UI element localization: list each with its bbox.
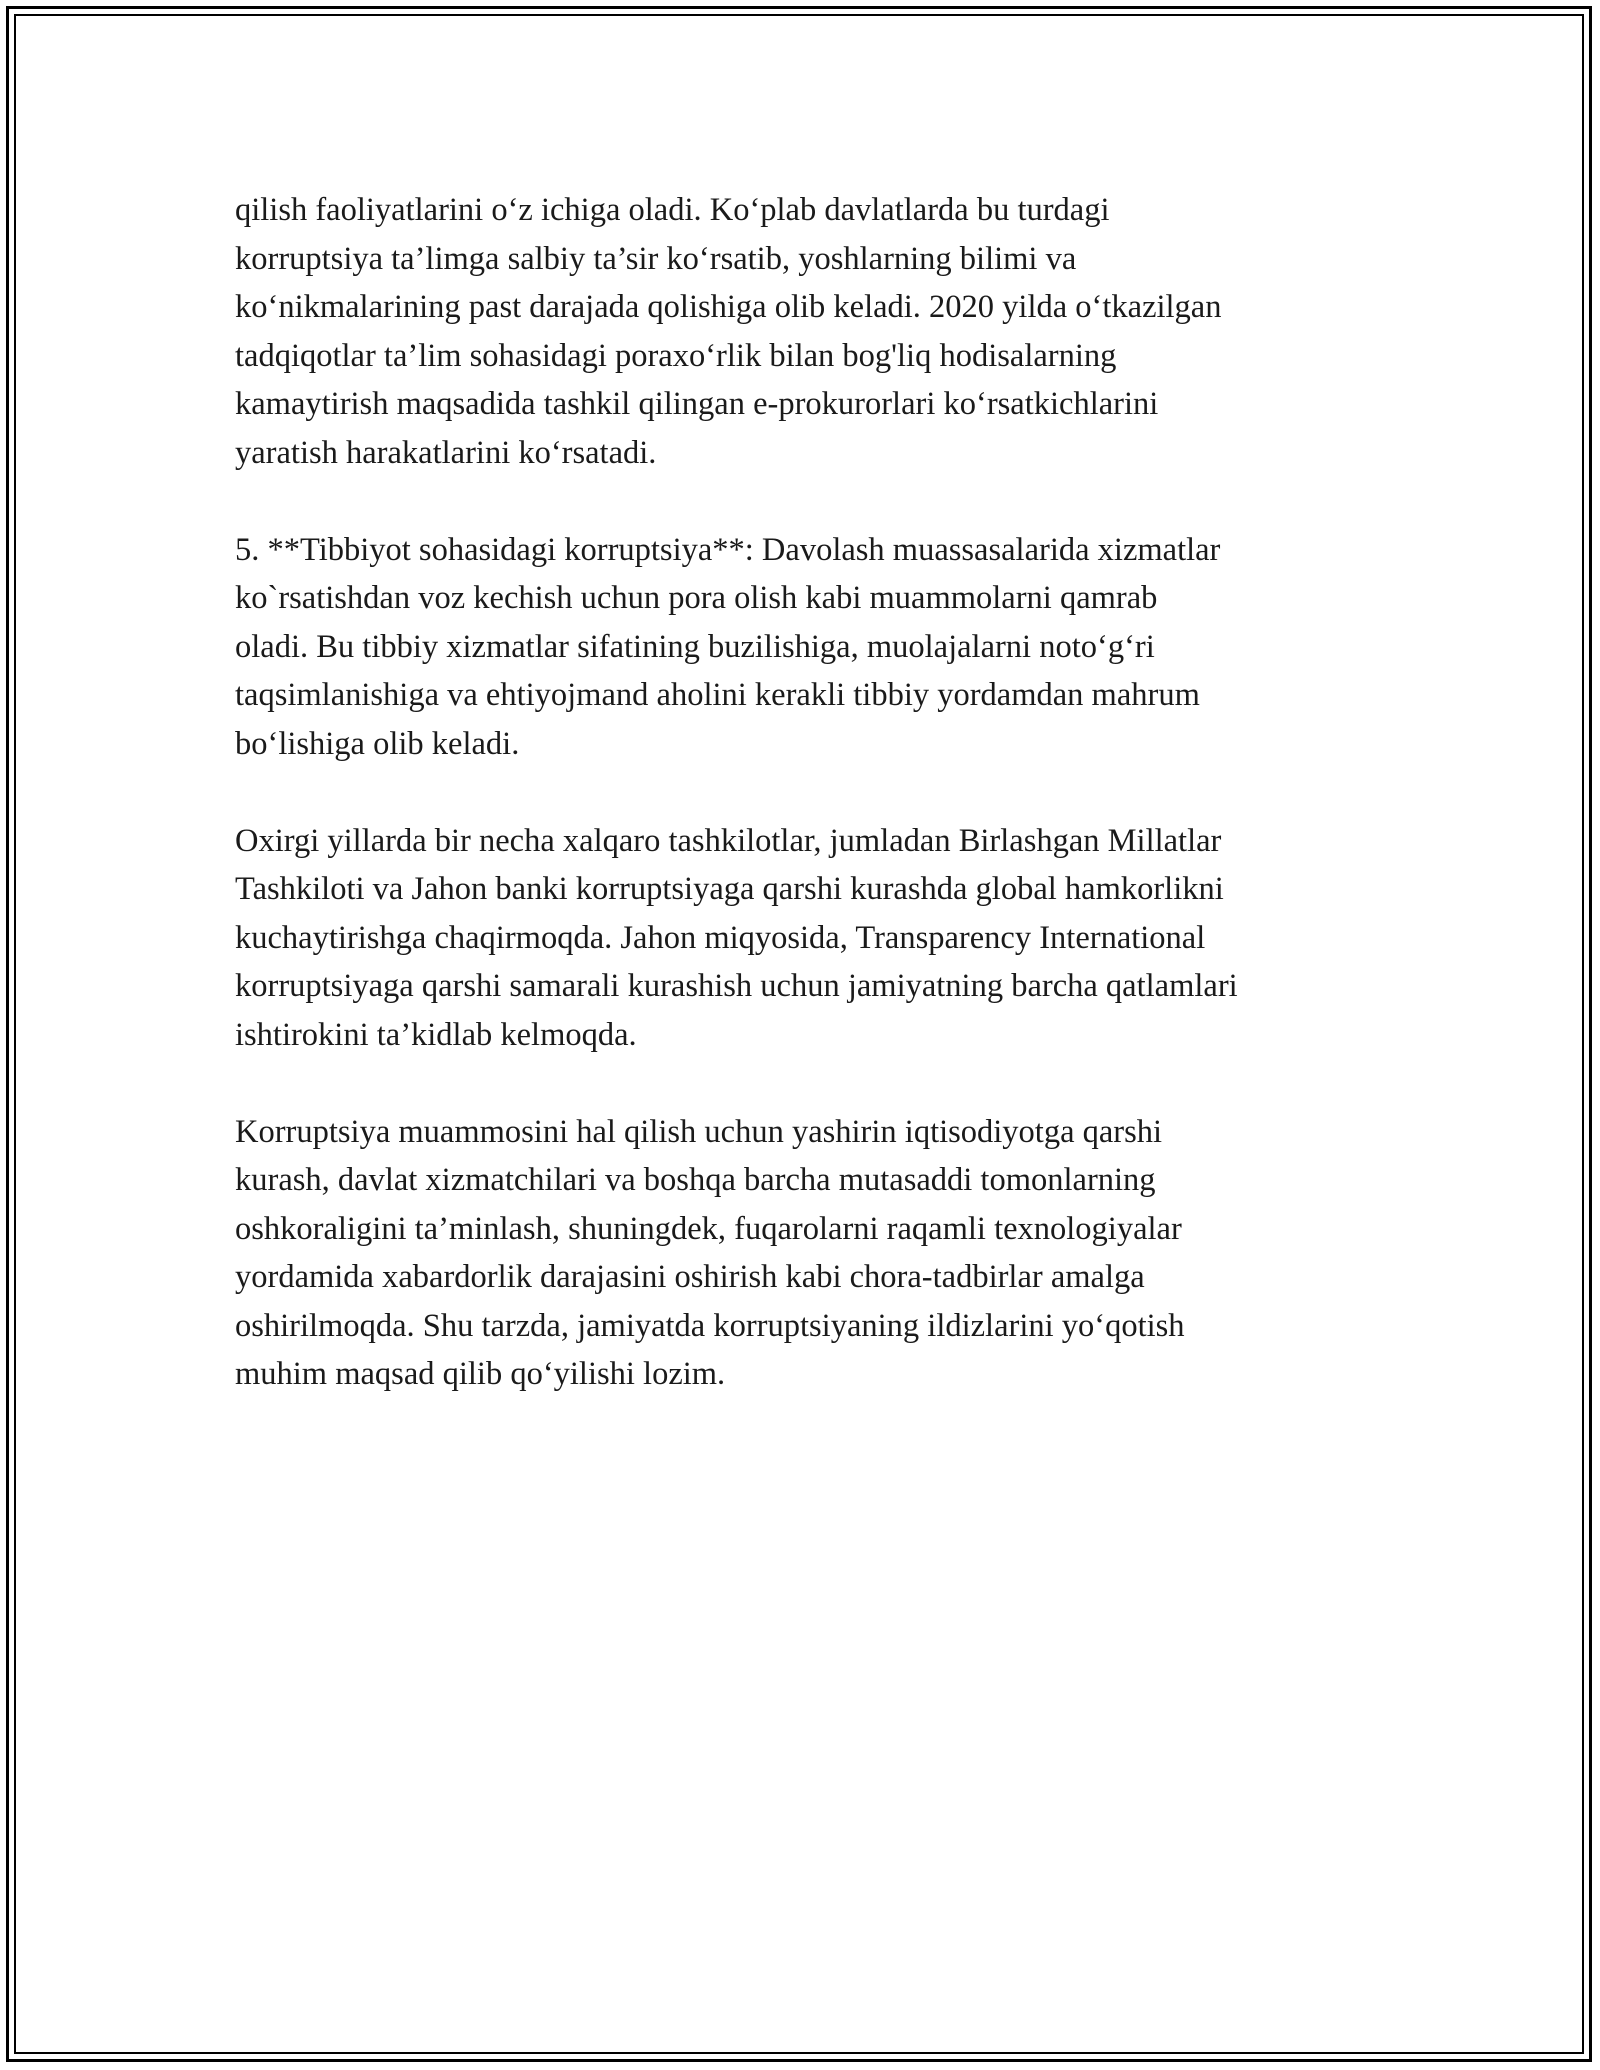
text-line: taqsimlanishiga va ehtiyojmand aholini kerakli tibbiy yordamdan mahrum [235, 677, 1200, 713]
text-line: Tashkiloti va Jahon banki korruptsiyaga qarshi kurashda global hamkorlikni [235, 871, 1224, 907]
text-line: kuchaytirishga chaqirmoqda. Jahon miqyosida, Transparency International [235, 919, 1206, 956]
text-line: Oxirgi yillarda bir necha xalqaro tashkilotlar, jumladan Birlashgan Millatlar [235, 822, 1222, 859]
text-line: bo‘lishiga olib keladi. [235, 725, 520, 762]
text-line: oladi. Bu tibbiy xizmatlar sifatining buzilishiga, muolajalarni noto‘g‘ri [235, 628, 1155, 665]
text-line: oshirilmoqda. Shu tarzda, jamiyatda korruptsiyaning ildizlarini yo‘qotish [235, 1307, 1185, 1344]
text-line: korruptsiya ta’limga salbiy ta’sir ko‘rsatib, yoshlarning bilimi va [235, 240, 1077, 277]
paragraph-medical-corruption [235, 526, 1405, 769]
text-line: qilish faoliyatlarini o‘z ichiga oladi. Ko‘plab davlatlarda bu turdagi [235, 192, 1110, 228]
text-line: ko‘nikmalarining past darajada qolishiga olib keladi. 2020 yilda o‘tkazilgan [235, 289, 1222, 325]
text-line: 5. **Tibbiyot sohasidagi korruptsiya**: Davolash muassasalarida xizmatlar [235, 531, 1221, 568]
text-line: tadqiqotlar ta’lim sohasidagi poraxo‘rlik bilan bog'liq hodisalarning [235, 337, 1117, 374]
paragraph-international-organizations [235, 817, 1405, 1060]
text-line: yaratish harakatlarini ko‘rsatadi. [235, 434, 657, 471]
text-line: kurash, davlat xizmatchilari va boshqa barcha mutasaddi tomonlarning [235, 1162, 1156, 1198]
text-line: ishtirokini ta’kidlab kelmoqda. [235, 1016, 637, 1053]
document-body [235, 186, 1405, 1447]
text-line: kamaytirish maqsadida tashkil qilingan e-prokurorlari ko‘rsatkichlarini [235, 386, 1159, 422]
text-line: korruptsiyaga qarshi samarali kurashish uchun jamiyatning barcha qatlamlari [235, 968, 1238, 1004]
text-line: yordamida xabardorlik darajasini oshirish kabi chora-tadbirlar amalga [235, 1259, 1145, 1295]
text-line: Korruptsiya muammosini hal qilish uchun yashirin iqtisodiyotga qarshi [235, 1113, 1163, 1150]
paragraph-measures [235, 1108, 1405, 1399]
text-line: oshkoraligini ta’minlash, shuningdek, fuqarolarni raqamli texnologiyalar [235, 1210, 1182, 1247]
text-line: muhim maqsad qilib qo‘yilishi lozim. [235, 1356, 726, 1392]
text-line: ko`rsatishdan voz kechish uchun pora olish kabi muammolarni qamrab [235, 580, 1158, 616]
paragraph-education-corruption [235, 186, 1405, 477]
